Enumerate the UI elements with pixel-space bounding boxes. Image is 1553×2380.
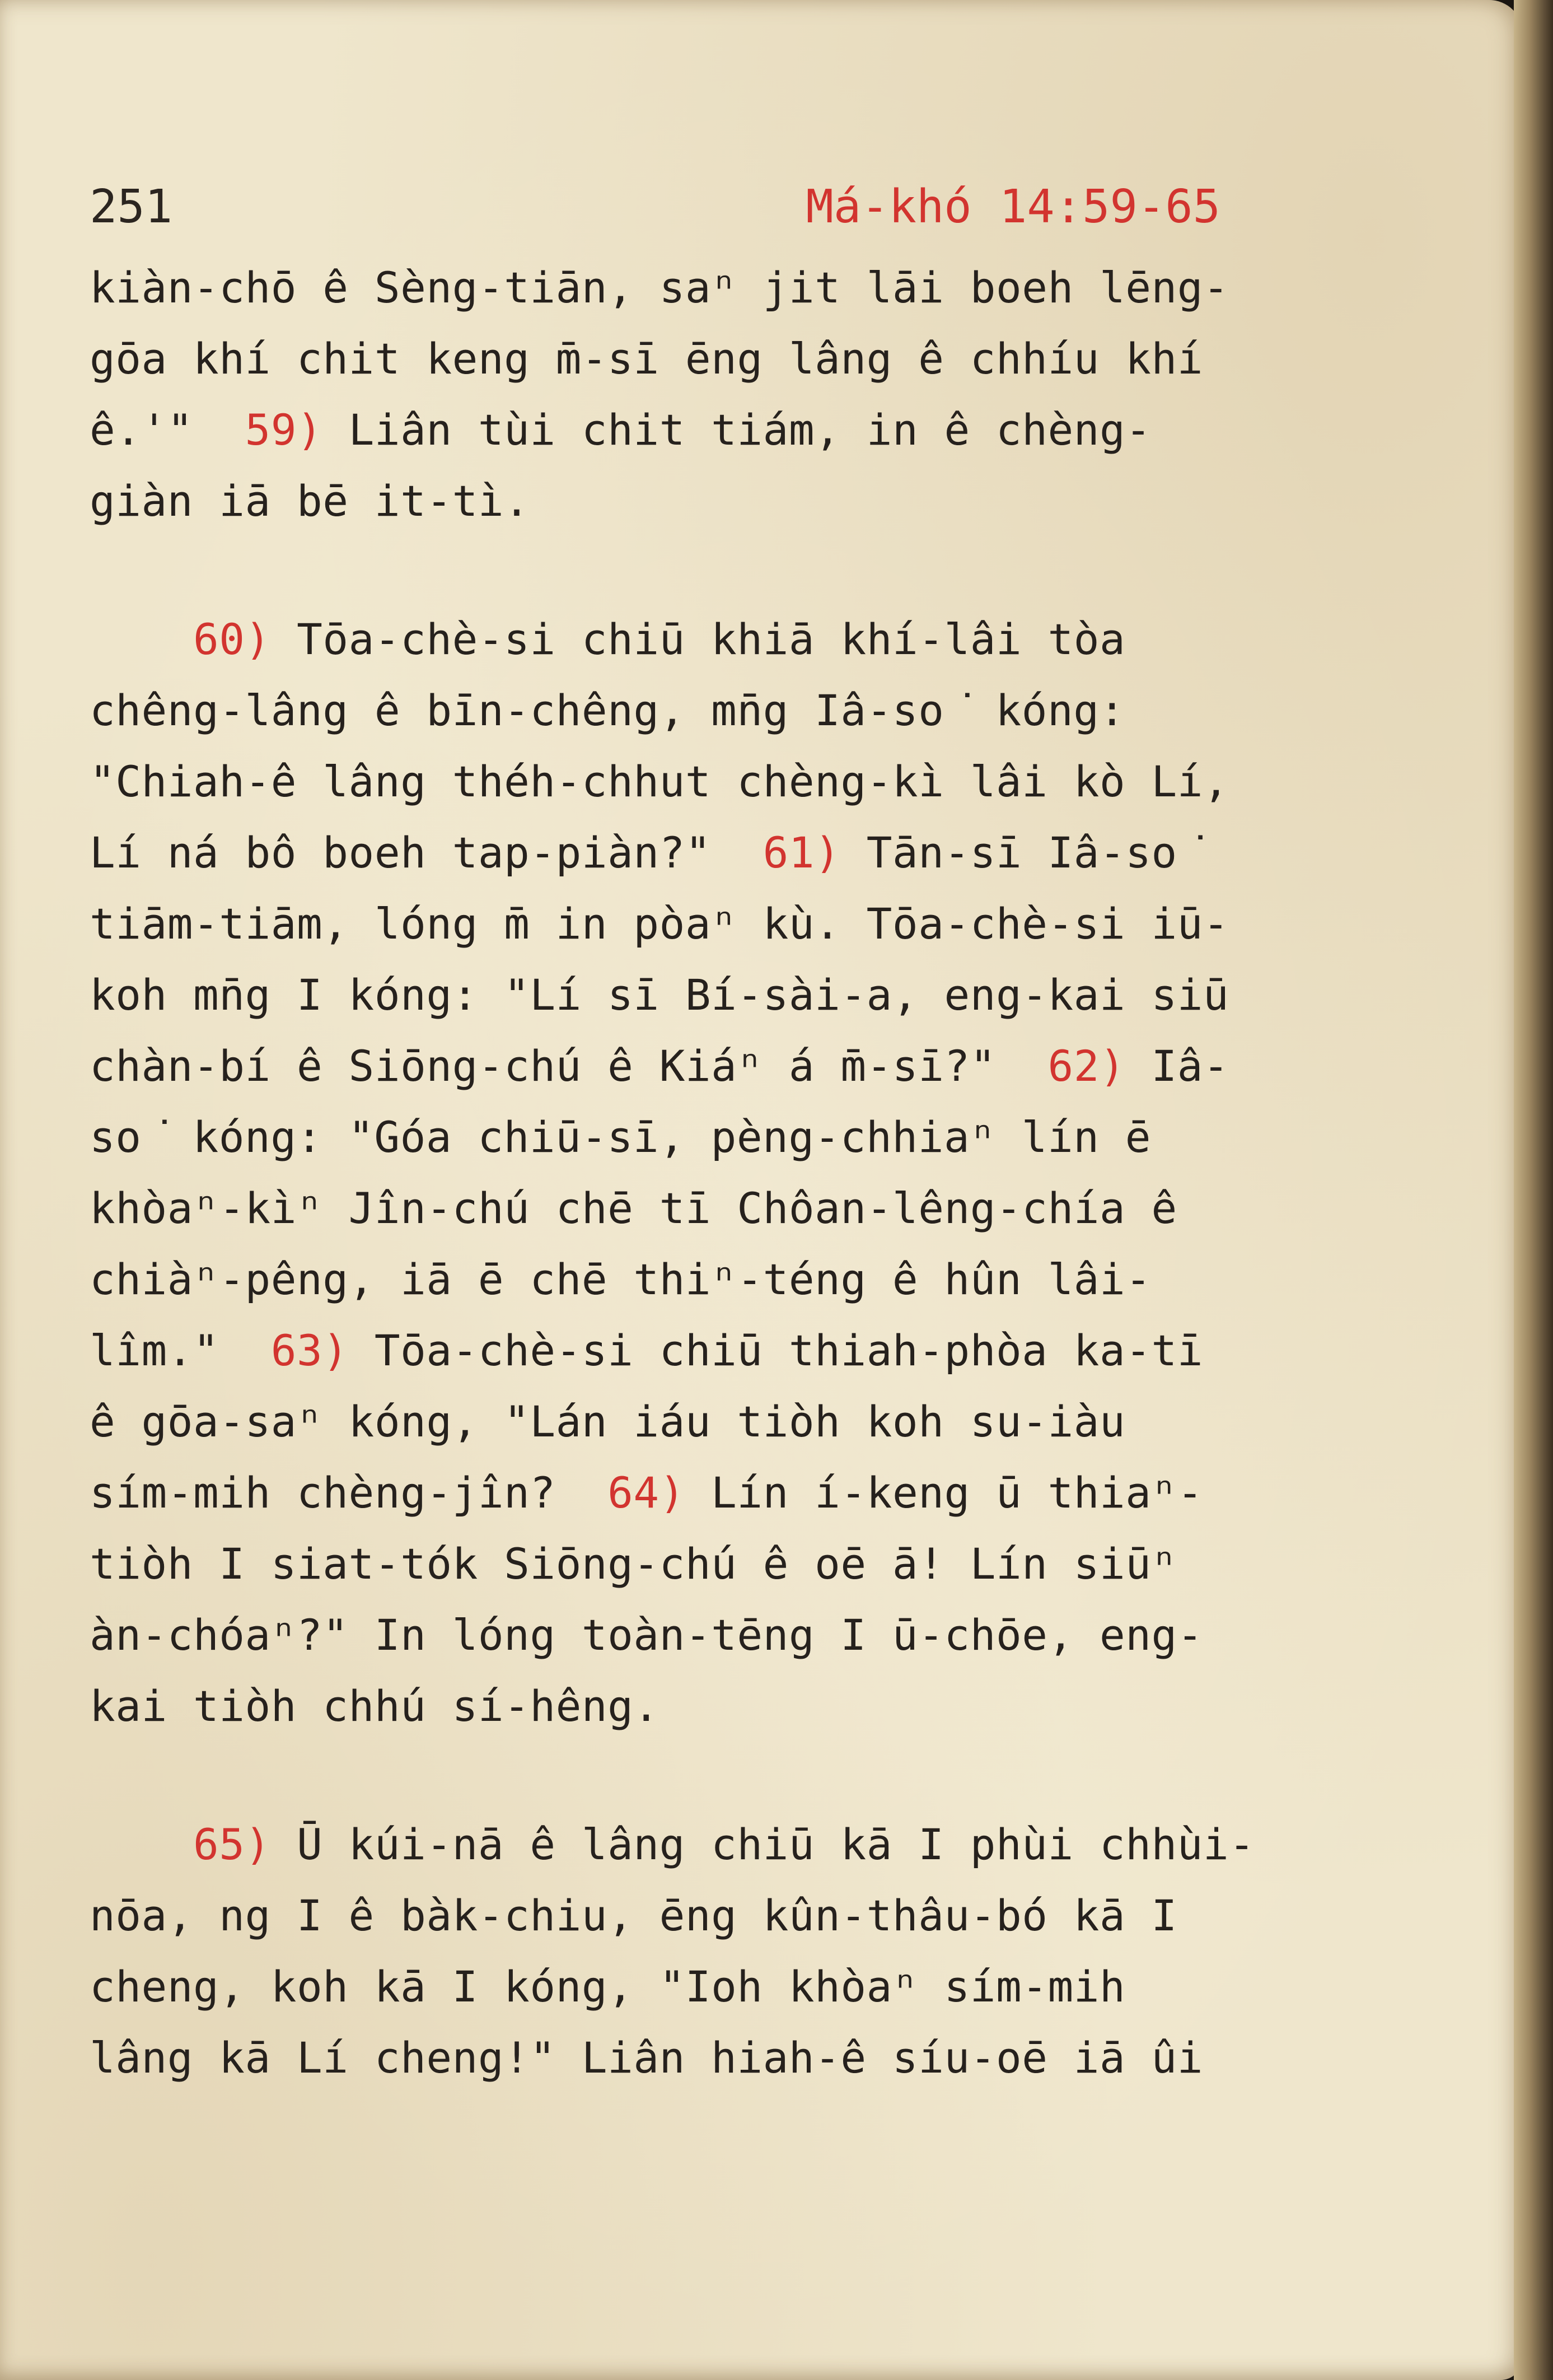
line-text	[90, 1819, 193, 1869]
text-line	[90, 1386, 1377, 1457]
text-line	[90, 1809, 1377, 1880]
line-text: lîm."	[90, 1326, 271, 1375]
page-edge	[1514, 0, 1553, 2380]
text-line	[90, 959, 1377, 1030]
line-text: Tōa-chè-si chiū khiā khí-lâi tòa	[270, 614, 1126, 664]
line-text: ê gōa-saⁿ kóng, "Lán iáu tiòh koh su-iàu	[90, 1397, 1126, 1446]
line-text: Lín í-keng ū thiaⁿ-	[685, 1468, 1204, 1518]
line-text: tiām-tiām, lóng m̄ in pòaⁿ kù. Tōa-chè-si iū-	[90, 899, 1229, 949]
text-line	[90, 1599, 1377, 1670]
line-text: sím-mih chèng-jîn?	[90, 1468, 608, 1518]
line-text: chiàⁿ-pêng, iā ē chē thiⁿ-téng ê hûn lâi-	[90, 1254, 1152, 1304]
line-text: gōa khí chit keng m̄-sī ēng lâng ê chhíu khí	[90, 334, 1204, 384]
text-line	[90, 1244, 1377, 1315]
line-text: Liân tùi chit tiám, in ê chèng-	[322, 405, 1152, 455]
text-line	[90, 1951, 1377, 2022]
text-line	[90, 675, 1377, 746]
running-head: Má-khó 14:59-65	[806, 180, 1220, 234]
text-line	[90, 1670, 1377, 1742]
paragraph-gap	[90, 536, 1377, 604]
text-line	[90, 1315, 1377, 1386]
verse-number: 59)	[245, 405, 323, 455]
line-text: koh mn̄g I kóng: "Lí sī Bí-sài-a, eng-kai siū	[90, 970, 1229, 1020]
line-text: cheng, koh kā I kóng, "Ioh khòaⁿ sím-mih	[90, 1962, 1126, 2012]
line-text: "Chiah-ê lâng théh-chhut chèng-kì lâi kò Lí,	[90, 757, 1229, 806]
line-text: àn-chóaⁿ?" In lóng toàn-tēng I ū-chōe, eng-	[90, 1610, 1204, 1660]
verse-number: 61)	[763, 828, 841, 878]
line-text: ê.'"	[90, 405, 245, 455]
line-text	[90, 614, 193, 664]
line-text: Ū kúi-nā ê lâng chiū kā I phùi chhùi-	[270, 1819, 1255, 1869]
scripture-text	[90, 252, 1377, 2093]
text-line	[90, 323, 1377, 394]
text-line	[90, 888, 1377, 959]
verse-number: 60)	[193, 614, 271, 664]
line-text: lâng kā Lí cheng!" Liân hiah-ê síu-oē iā ûi	[90, 2033, 1204, 2083]
line-text: kiàn-chō ê Sèng-tiān, saⁿ jit lāi boeh lēng-	[90, 263, 1229, 312]
text-line	[90, 746, 1377, 817]
verse-number: 64)	[607, 1468, 685, 1518]
line-text: Lí ná bô boeh tap-piàn?"	[90, 828, 763, 878]
text-line	[90, 604, 1377, 675]
paragraph-gap	[90, 1742, 1377, 1809]
text-line	[90, 1030, 1377, 1102]
line-text: Tān-sī Iâ-so͘	[840, 828, 1203, 878]
line-text: kai tiòh chhú sí-hêng.	[90, 1681, 659, 1731]
line-text: khòaⁿ-kìⁿ Jîn-chú chē tī Chôan-lêng-chía ê	[90, 1183, 1177, 1233]
line-text: nōa, ng I ê bàk-chiu, ēng kûn-thâu-bó kā I	[90, 1891, 1177, 1940]
line-text: chàn-bí ê Siōng-chú ê Kiáⁿ á m̄-sī?"	[90, 1041, 1048, 1091]
text-line	[90, 1173, 1377, 1244]
verse-number: 65)	[193, 1819, 271, 1869]
verse-number: 63)	[270, 1326, 349, 1375]
text-line	[90, 465, 1377, 536]
page-header	[90, 174, 1220, 241]
line-text: chêng-lâng ê bīn-chêng, mn̄g Iâ-so͘ kóng:	[90, 685, 1125, 735]
line-text: Tōa-chè-si chiū thiah-phòa ka-tī	[348, 1326, 1204, 1375]
text-line	[90, 252, 1377, 323]
text-line	[90, 817, 1377, 888]
line-text: so͘ kóng: "Góa chiū-sī, pèng-chhiaⁿ lín ē	[90, 1112, 1151, 1162]
text-line	[90, 1528, 1377, 1599]
text-line	[90, 394, 1377, 465]
verse-number: 62)	[1047, 1041, 1126, 1091]
text-line	[90, 1102, 1377, 1173]
page-number: 251	[90, 180, 173, 234]
line-text: tiòh I siat-tók Siōng-chú ê oē ā! Lín siūⁿ	[90, 1539, 1177, 1589]
text-line	[90, 1457, 1377, 1528]
line-text: giàn iā bē it-tì.	[90, 476, 530, 526]
text-line	[90, 1880, 1377, 1951]
text-line	[90, 2022, 1377, 2093]
line-text: Iâ-	[1125, 1041, 1229, 1091]
